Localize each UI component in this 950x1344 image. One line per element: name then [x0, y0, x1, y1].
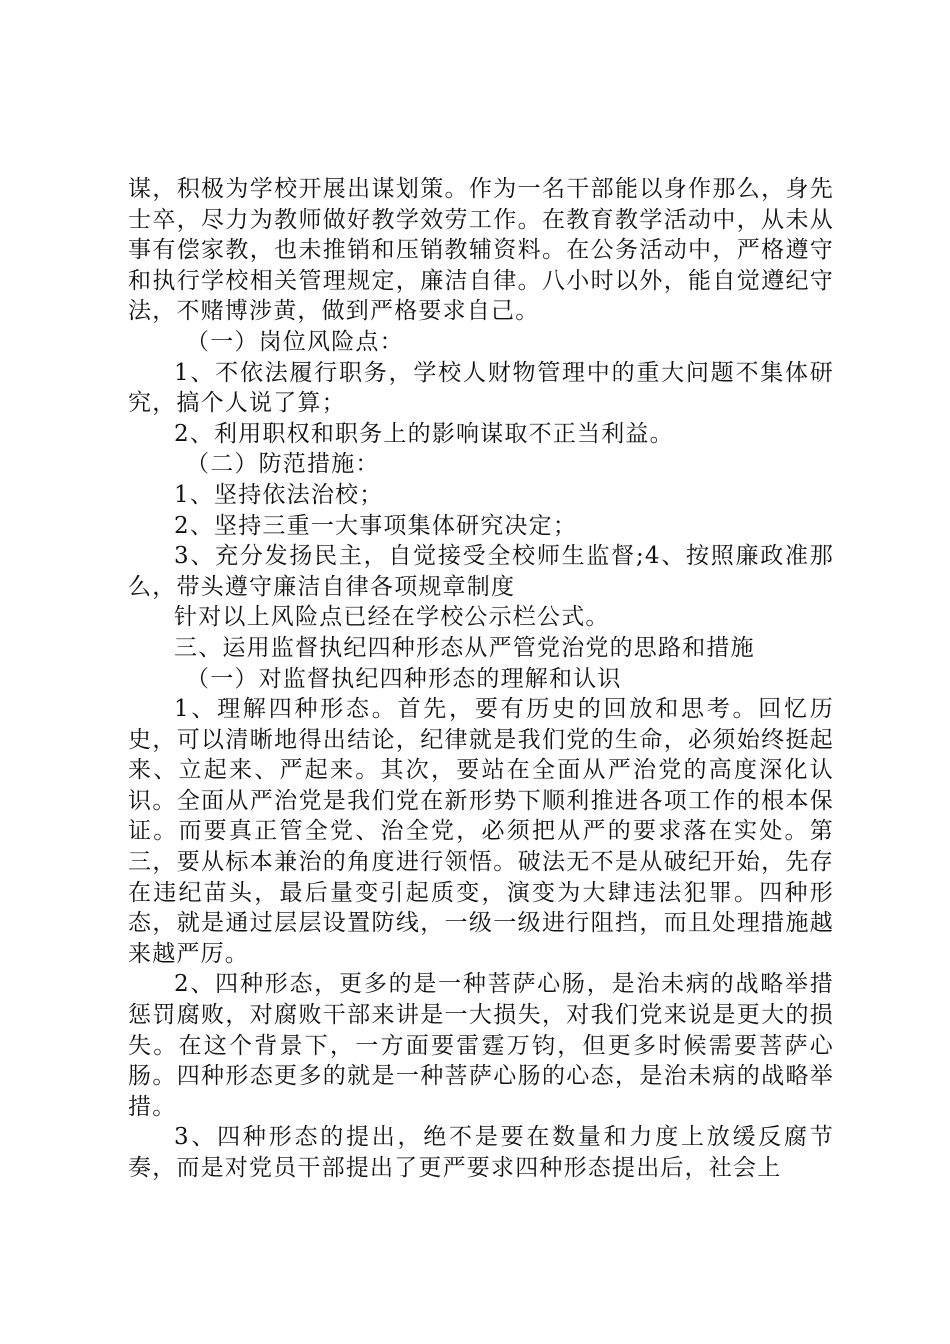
document-body	[128, 174, 834, 1184]
section-heading-three: 三、运用监督执纪四种形态从严管党治党的思路和措施	[174, 634, 755, 661]
list-item-risk-2: 2、利用职权和职务上的影响谋取不正当利益。	[174, 420, 674, 447]
list-item-measure-3-4: 3、充分发扬民主，自觉接受全校师生监督;4、按照廉政准那么，带头遵守廉洁自律各项规章制度	[128, 543, 834, 600]
subheading-understanding: （一）对监督执纪四种形态的理解和认识	[186, 665, 622, 692]
heading-post-risk-points: （一）岗位风险点：	[186, 328, 404, 355]
list-item-measure-2: 2、坚持三重一大事项集体研究决定；	[174, 512, 578, 539]
paragraph-point-2: 2、四种形态，更多的是一种菩萨心肠，是治未病的战略举措惩罚腐败，对腐败干部来讲是一大损失，对我们党来说是更大的损失。在这个背景下，一方面要雷霆万钧，但更多时候需要菩萨心肠。四种形态更多的就是一种菩萨心肠的心态，是治未病的战略举措。	[128, 971, 834, 1120]
paragraph-point-1: 1、理解四种形态。首先，要有历史的回放和思考。回忆历史，可以清晰地得出结论，纪律就是我们党的生命，必须始终挺起来、立起来、严起来。其次，要站在全面从严治党的高度深化认识。全面从严治党是我们党在新形势下顺利推进各项工作的根本保证。而要真正管全党、治全党，必须把从严的要求落在实处。第三，要从标本兼治的角度进行领悟。破法无不是从破纪开始，先存在违纪苗头，最后量变引起质变，演变为大肆违法犯罪。四种形态，就是通过层层设置防线，一级一级进行阻挡，而且处理措施越来越严厉。	[128, 696, 834, 967]
list-item-risk-1: 1、不依法履行职务，学校人财物管理中的重大问题不集体研究，搞个人说了算；	[128, 359, 834, 417]
paragraph-point-3: 3、四种形态的提出，绝不是要在数量和力度上放缓反腐节奏，而是对党员干部提出了更严要求四种形态提出后，社会上	[128, 1124, 834, 1181]
paragraph-continuation: 谋，积极为学校开展出谋划策。作为一名干部能以身作那么，身先士卒，尽力为教师做好教学效劳工作。在教育教学活动中，从未从事有偿家教，也未推销和压销教辅资料。在公务活动中，严格遵守和执行学校相关管理规定，廉洁自律。八小时以外，能自觉遵纪守法，不赌博涉黄，做到严格要求自己。	[128, 176, 834, 325]
heading-preventive-measures: （二）防范措施：	[186, 451, 380, 478]
paragraph-publicity-note: 针对以上风险点已经在学校公示栏公式。	[174, 604, 610, 631]
list-item-measure-1: 1、坚持依法治校；	[174, 481, 384, 508]
